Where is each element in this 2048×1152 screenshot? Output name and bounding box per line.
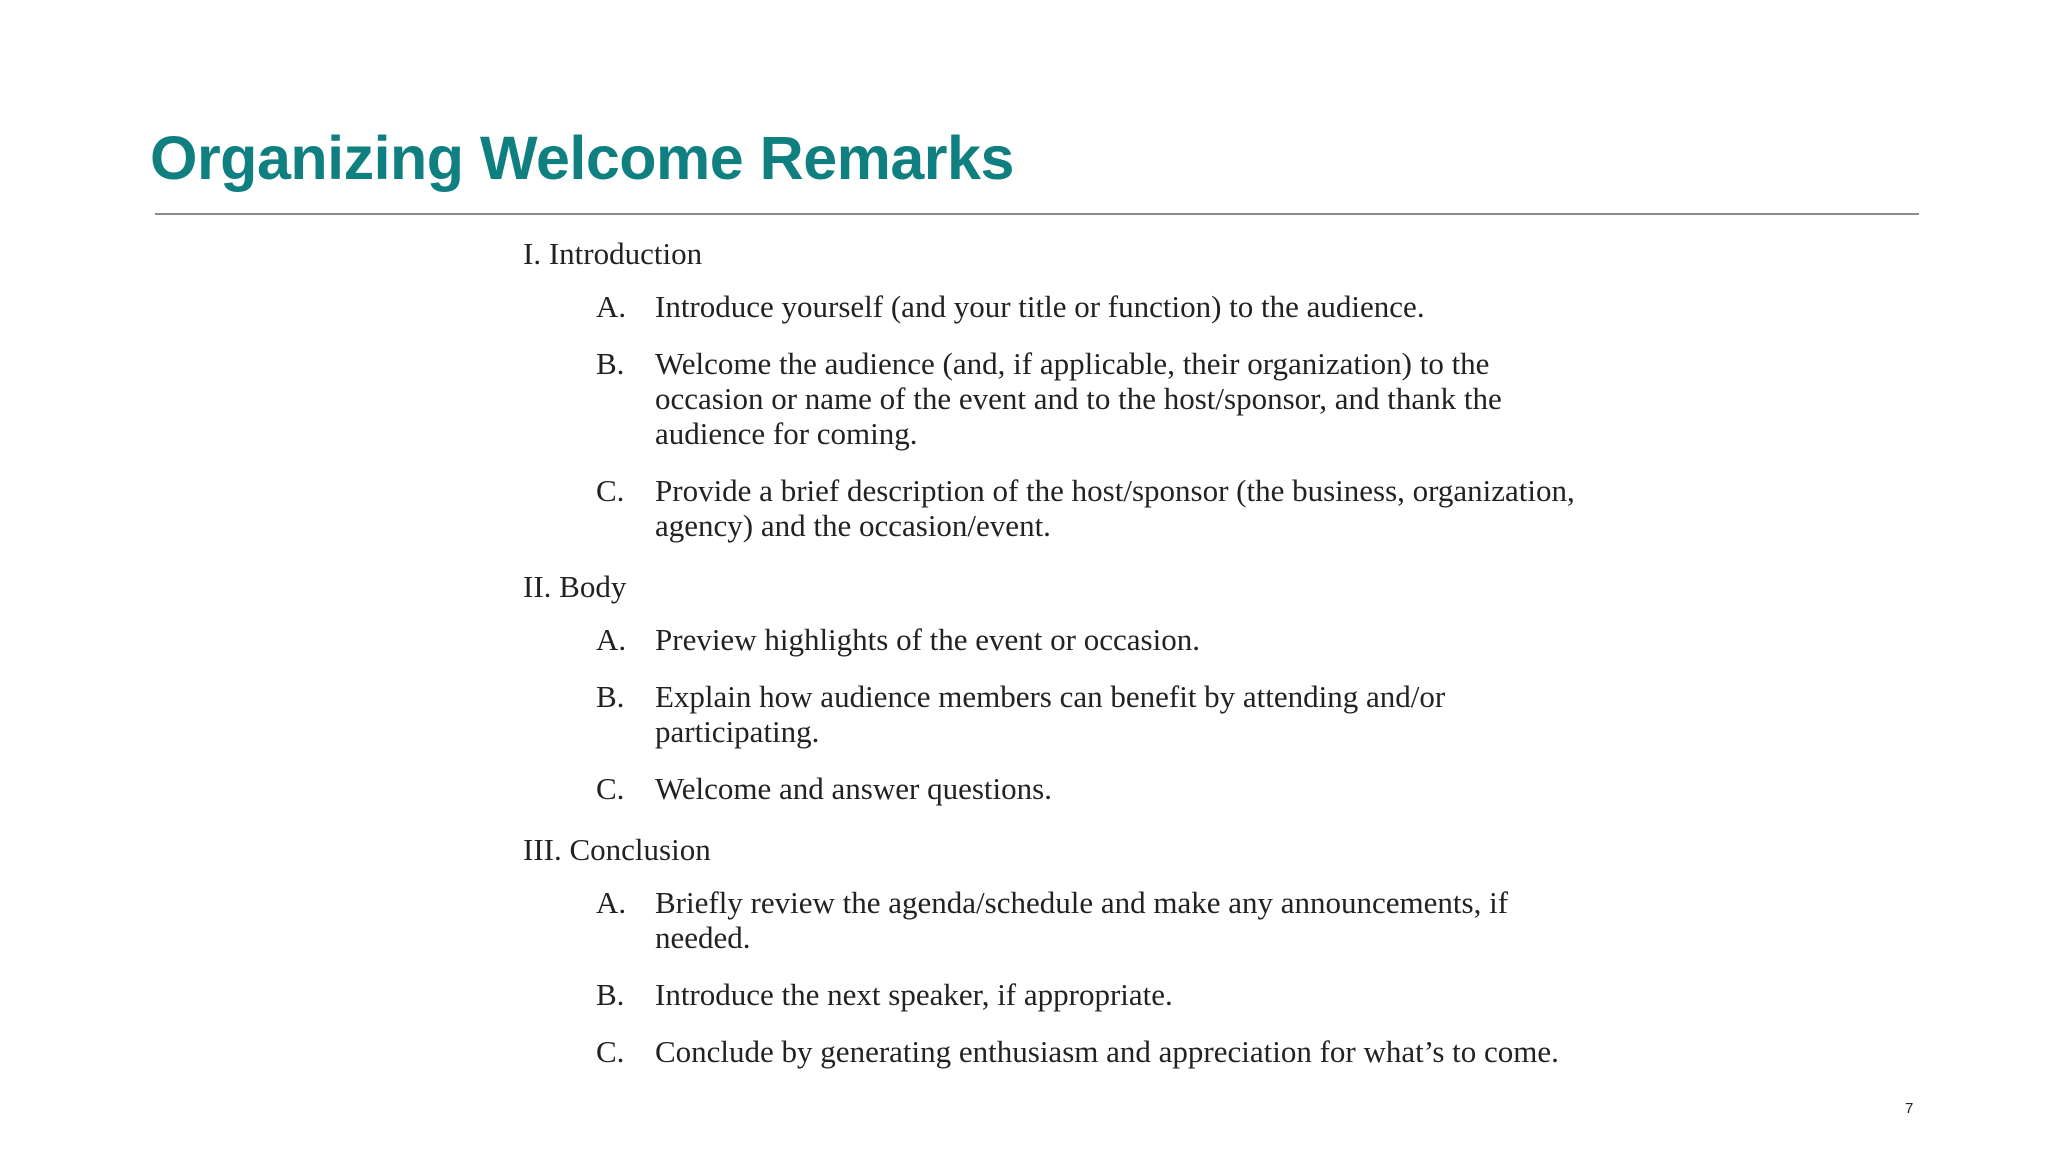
outline-item <box>523 346 1623 451</box>
outline-item <box>523 622 1623 657</box>
item-text: Provide a brief description of the host/sponsor (the business, organization, agency) and the occasion/event. <box>655 473 1575 543</box>
item-text: Welcome and answer questions. <box>655 771 1052 806</box>
item-text: Introduce yourself (and your title or function) to the audience. <box>655 289 1425 324</box>
outline-section-body <box>523 565 1623 806</box>
section-heading: III. Conclusion <box>523 832 711 867</box>
outline-section-conclusion <box>523 828 1623 1069</box>
item-text: Introduce the next speaker, if appropriate. <box>655 977 1173 1012</box>
page-number: 7 <box>1905 1100 1914 1117</box>
outline-item <box>523 1034 1623 1069</box>
section-heading: I. Introduction <box>523 236 703 271</box>
slide-title: Organizing Welcome Remarks <box>150 124 1014 192</box>
item-text: Briefly review the agenda/schedule and make any announcements, if needed. <box>655 885 1509 955</box>
outline-section-introduction <box>523 232 1623 543</box>
outline-item <box>523 977 1623 1012</box>
item-letter: C. <box>596 473 625 508</box>
item-letter: B. <box>596 977 625 1012</box>
outline-item <box>523 885 1623 955</box>
outline-item <box>523 679 1623 749</box>
title-divider <box>155 213 1919 215</box>
item-letter: C. <box>596 1034 625 1069</box>
item-letter: A. <box>596 622 627 657</box>
item-text: Explain how audience members can benefit by attending and/or participating. <box>655 679 1446 749</box>
item-letter: B. <box>596 346 625 381</box>
item-text: Conclude by generating enthusiasm and appreciation for what’s to come. <box>655 1034 1559 1069</box>
item-text: Preview highlights of the event or occasion. <box>655 622 1200 657</box>
section-heading: II. Body <box>523 569 627 604</box>
item-letter: A. <box>596 885 627 920</box>
outline-item <box>523 771 1623 806</box>
item-letter: C. <box>596 771 625 806</box>
item-letter: B. <box>596 679 625 714</box>
item-letter: A. <box>596 289 627 324</box>
outline <box>523 232 1623 1091</box>
outline-item <box>523 289 1623 324</box>
item-text: Welcome the audience (and, if applicable, their organization) to the occasion or name of the event and to the host/sponsor, and thank the audience for coming. <box>655 346 1502 451</box>
outline-item <box>523 473 1623 543</box>
